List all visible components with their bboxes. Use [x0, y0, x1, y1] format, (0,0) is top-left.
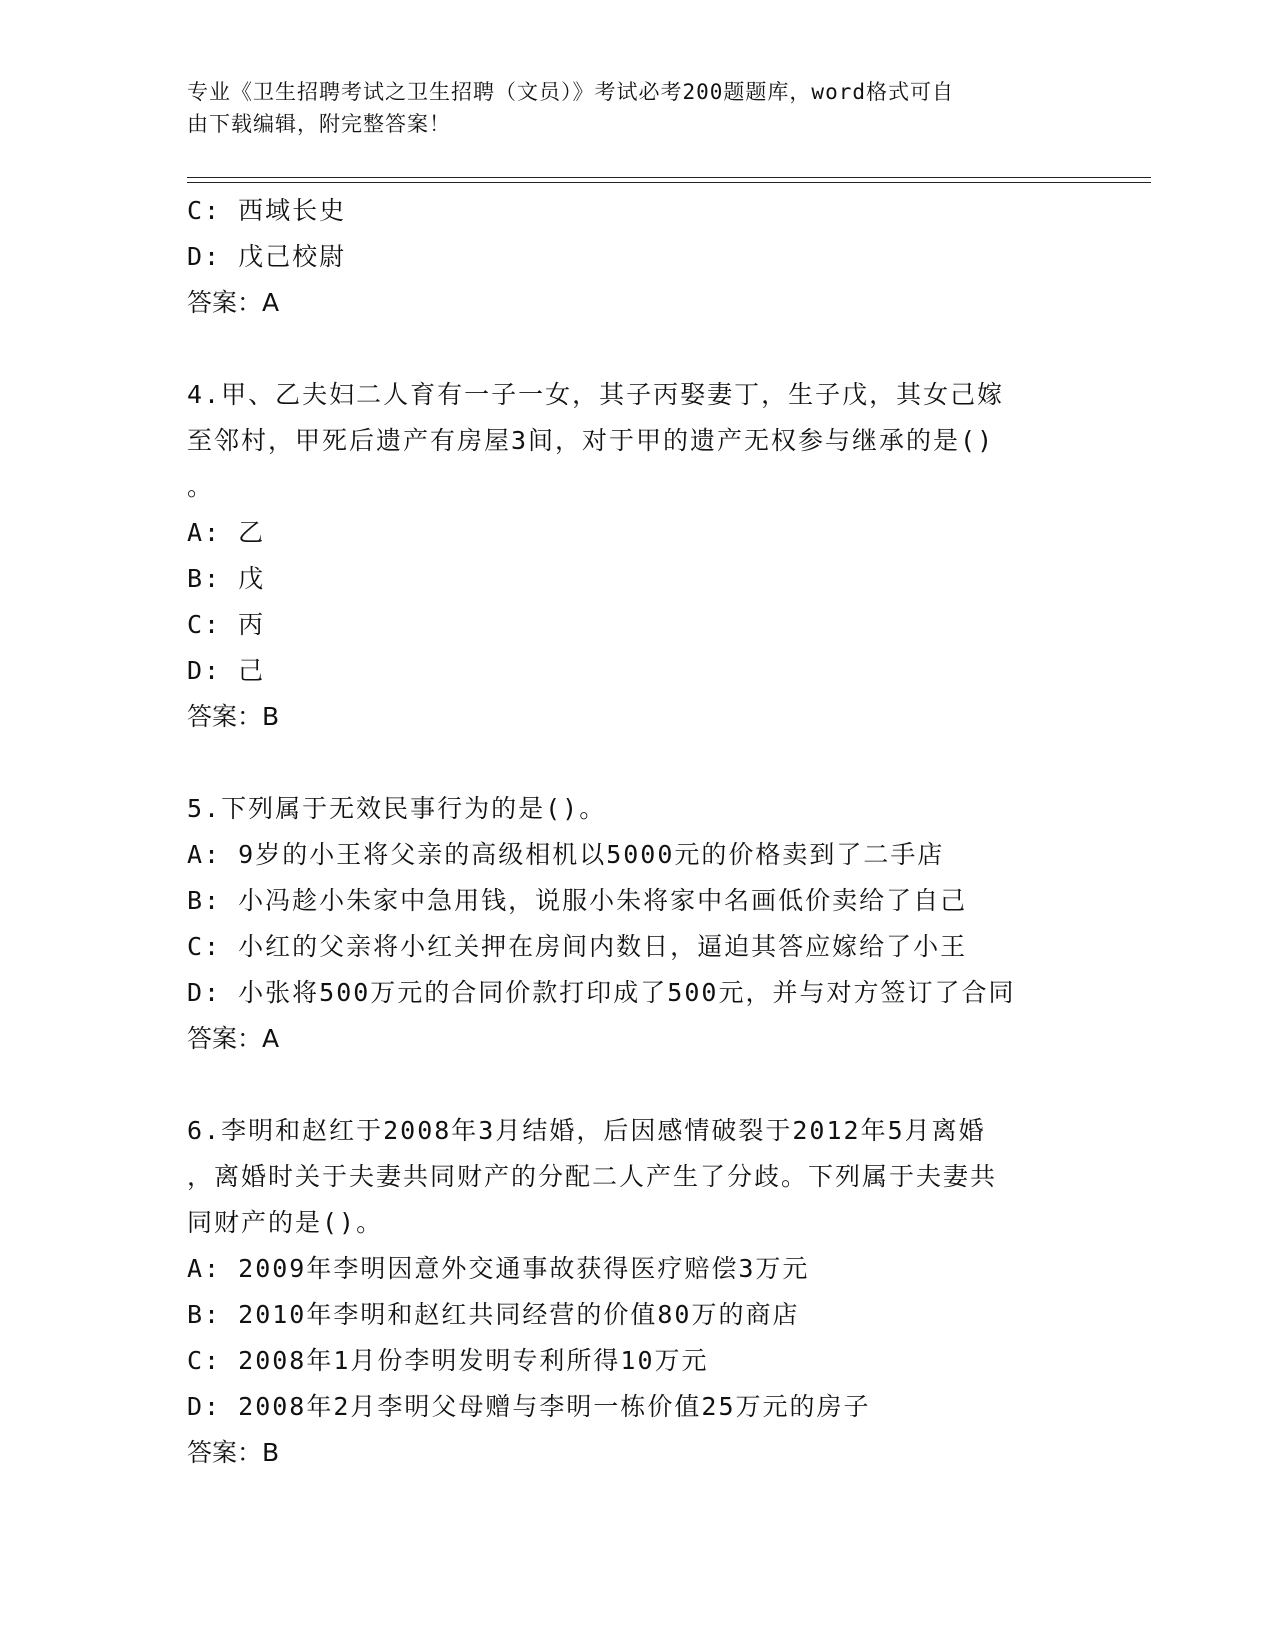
- option-a: A: 2009年李明因意外交通事故获得医疗赔偿3万元: [187, 1254, 810, 1283]
- option-b: B: 2010年李明和赵红共同经营的价值80万的商店: [187, 1300, 800, 1329]
- question-6: [187, 1108, 1087, 1476]
- question-stem-line: 6.李明和赵红于2008年3月结婚，后因感情破裂于2012年5月离婚: [187, 1116, 986, 1145]
- option-a: A: 9岁的小王将父亲的高级相机以5000元的价格卖到了二手店: [187, 840, 945, 869]
- question-stem-line: 至邻村，甲死后遗产有房屋3间，对于甲的遗产无权参与继承的是(): [187, 426, 995, 455]
- option-a: A: 乙: [187, 518, 266, 547]
- question-stem-line: 同财产的是()。: [187, 1208, 384, 1237]
- option-b: B: 戊: [187, 564, 266, 593]
- question-4: [187, 372, 1087, 740]
- header-line-2: 由下载编辑，附完整答案！: [187, 112, 451, 136]
- option-b: B: 小冯趁小朱家中急用钱，说服小朱将家中名画低价卖给了自己: [187, 886, 968, 915]
- question-stem-line: ，离婚时关于夫妻共同财产的分配二人产生了分歧。下列属于夫妻共: [187, 1162, 998, 1191]
- question-stem-line: 5.下列属于无效民事行为的是()。: [187, 794, 607, 823]
- question-3-tail: [187, 188, 1087, 326]
- option-d: D: 戊己校尉: [187, 242, 347, 271]
- header-divider-bottom: [187, 182, 1151, 183]
- question-5: [187, 786, 1087, 1062]
- header-divider-top: [187, 177, 1151, 178]
- document-body: [187, 188, 1087, 1476]
- question-stem-line: 4.甲、乙夫妇二人育有一子一女，其子丙娶妻丁，生子戊，其女己嫁: [187, 380, 1005, 409]
- option-d: D: 己: [187, 656, 266, 685]
- option-d: D: 2008年2月李明父母赠与李明一栋价值25万元的房子: [187, 1392, 871, 1421]
- option-c: C: 西域长史: [187, 196, 347, 225]
- option-d: D: 小张将500万元的合同价款打印成了500元，并与对方签订了合同: [187, 978, 1016, 1007]
- answer-line: 答案：B: [187, 1438, 280, 1467]
- option-c: C: 小红的父亲将小红关押在房间内数日，逼迫其答应嫁给了小王: [187, 932, 968, 961]
- answer-line: 答案：B: [187, 702, 280, 731]
- question-stem-line: 。: [187, 472, 215, 501]
- answer-line: 答案：A: [187, 1024, 280, 1053]
- option-c: C: 丙: [187, 610, 266, 639]
- option-c: C: 2008年1月份李明发明专利所得10万元: [187, 1346, 709, 1375]
- answer-line: 答案：A: [187, 288, 280, 317]
- document-header: [187, 76, 1067, 140]
- header-line-1: 专业《卫生招聘考试之卫生招聘（文员）》考试必考200题题库，word格式可自: [187, 80, 954, 104]
